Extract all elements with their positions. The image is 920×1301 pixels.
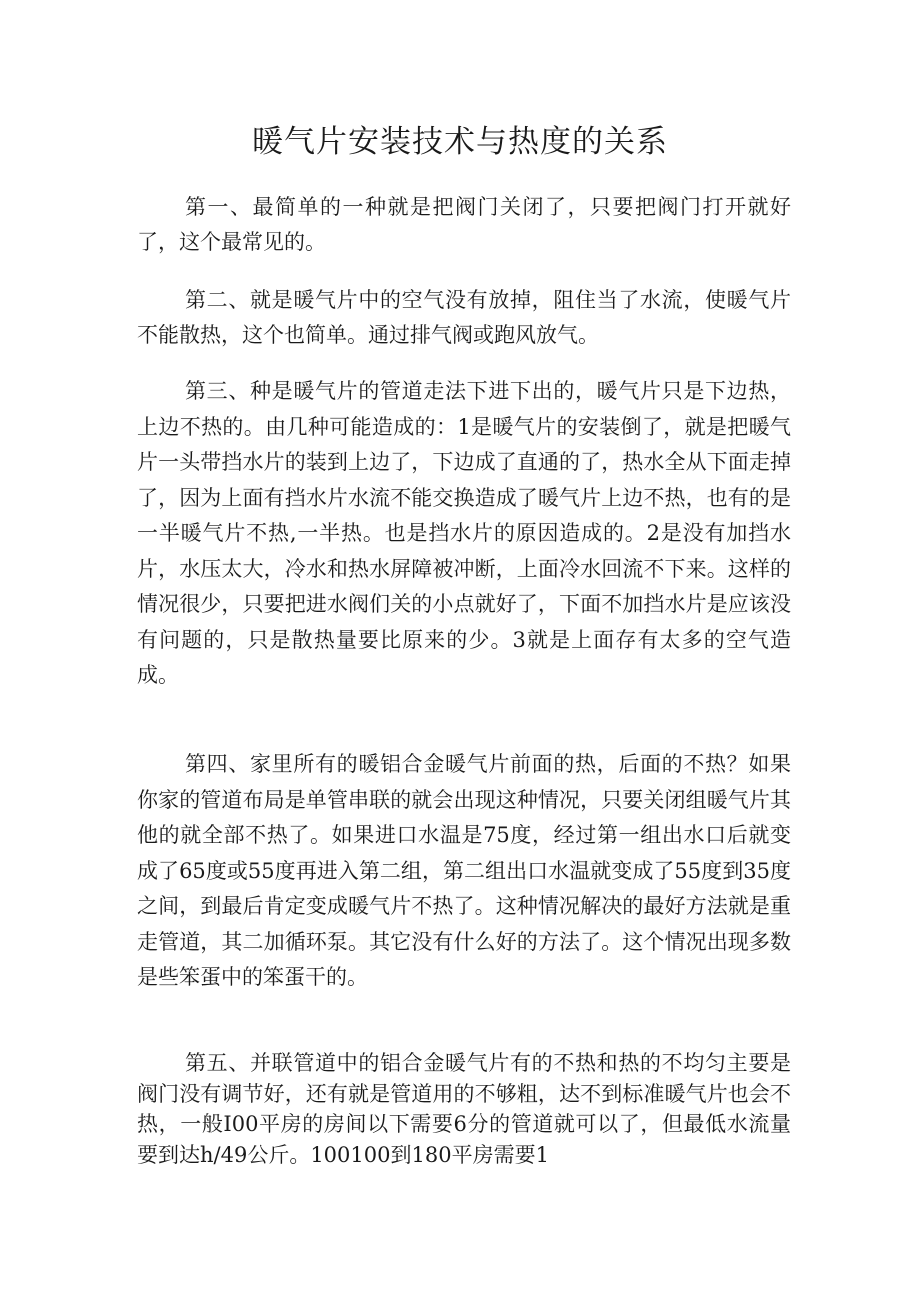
paragraph-3: 第三、种是暖气片的管道走法下进下出的，暖气片只是下边热，上边不热的。由几种可能造成的：1是暖气片的安装倒了，就是把暖气片一头带挡水片的装到上边了，下边成了直通的了，热水全从下面走掉了，因为上面有挡水片水流不能交换造成了暖气片上边不热，也有的是一半暖气片不热,一半热。也是挡水片的原因造成的。2是没有加挡水片，水压太大，冷水和热水屏障被冲断，上面冷水回流不下来。这样的情况很少，只要把进水阀们关的小点就好了，下面不加挡水片是应该没有问题的，只是散热量要比原来的少。3就是上面存有太多的空气造成。	[137, 379, 791, 687]
document-title: 暖气片安装技术与热度的关系	[252, 124, 668, 160]
paragraph-4: 第四、家里所有的暖铝合金暖气片前面的热，后面的不热？如果你家的管道布局是单管串联的就会出现这种情况，只要关闭组暖气片其他的就全部不热了。如果进口水温是75度，经过第一组出水口后就变成了65度或55度再进入第二组，第二组出口水温就变成了55度到35度之间，到最后肯定变成暖气片不热了。这种情况解决的最好方法就是重走管道，其二加循环泵。其它没有什么好的方法了。这个情况出现多数是些笨蛋中的笨蛋干的。	[137, 752, 791, 989]
paragraph-5: 第五、并联管道中的铝合金暖气片有的不热和热的不均匀主要是阀门没有调节好，还有就是管道用的不够粗，达不到标准暖气片也会不热，一般I00平房的房间以下需要6分的管道就可以了，但最低水流量要到达h/49公斤。100100到180平房需要1	[137, 1051, 791, 1167]
paragraph-1: 第一、最简单的一种就是把阀门关闭了，只要把阀门打开就好了，这个最常见的。	[137, 195, 791, 254]
paragraph-2: 第二、就是暖气片中的空气没有放掉，阻住当了水流，使暖气片不能散热，这个也简单。通过排气阀或跑风放气。	[137, 288, 791, 347]
